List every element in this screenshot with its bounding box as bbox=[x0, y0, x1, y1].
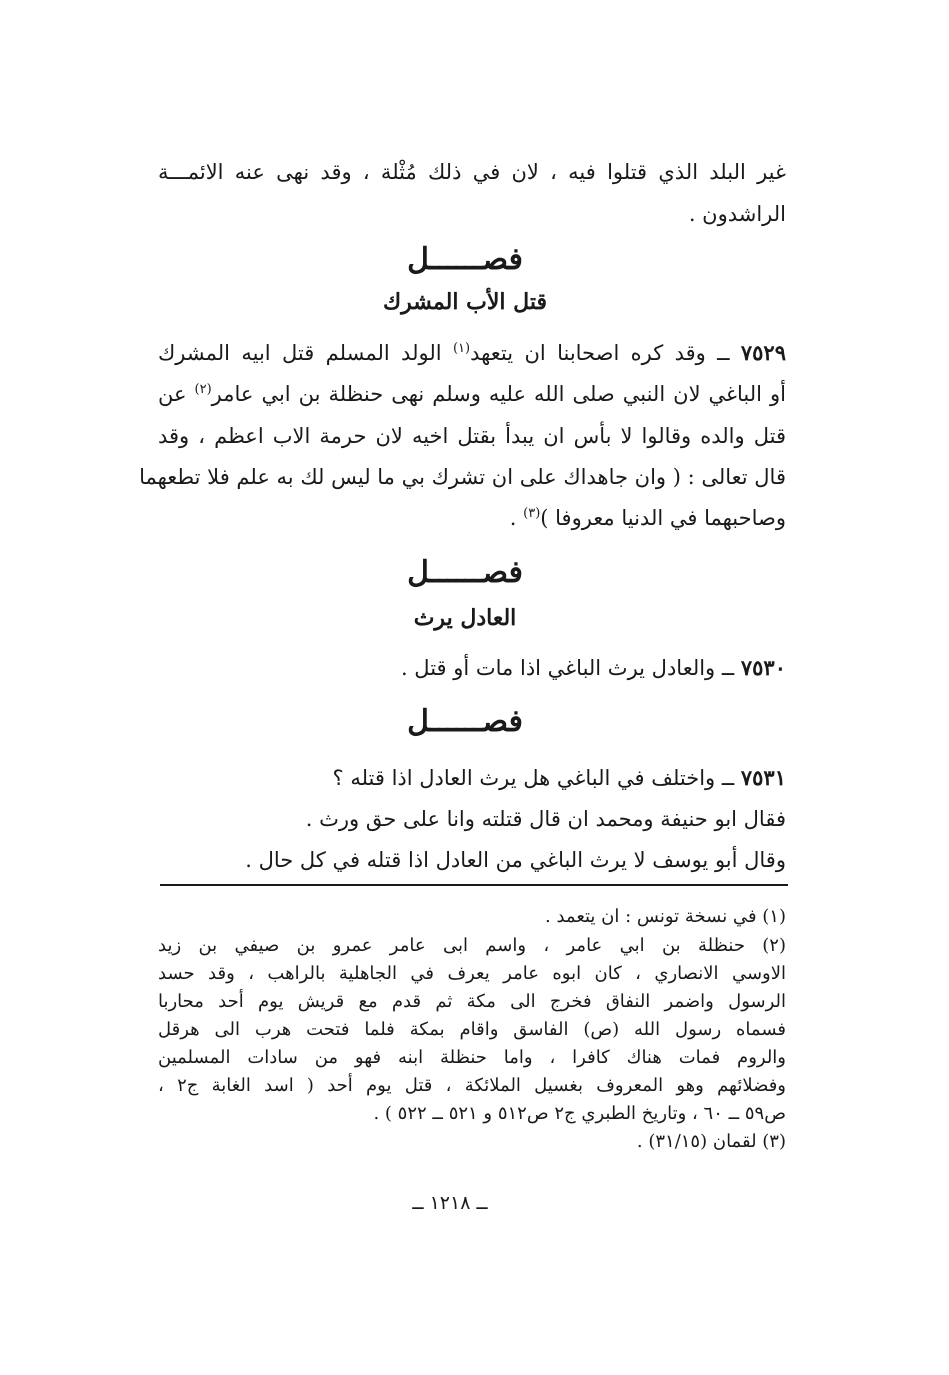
footnote-ref-3[interactable]: (٣) bbox=[523, 506, 541, 521]
section3-line-2: فقال ابو حنيفة ومحمد ان قال قتلته وانا على حق ورث . bbox=[305, 807, 786, 831]
section-title-1: قتل الأب المشرك bbox=[383, 289, 547, 315]
section1-line-2 bbox=[158, 374, 786, 414]
paragraph-number-7529: ٧٥٢٩ bbox=[740, 340, 786, 365]
body-line-2: الراشدون . bbox=[688, 202, 786, 226]
section1-line-2-text-b: عن bbox=[158, 382, 195, 406]
section2-line-1 bbox=[401, 648, 786, 688]
section1-line-5-text-b: . bbox=[509, 506, 524, 530]
section1-line-2-text: أو الباغي لان النبي صلى الله عليه وسلم نهى حنظلة بن ابي عامر bbox=[211, 382, 786, 406]
paragraph-number-7531: ٧٥٣١ bbox=[740, 765, 786, 790]
footnote-2-line-4: فسماه رسول الله (ص) الفاسق واقام بمكة فلما فتحت هرب الى هرقل bbox=[158, 1019, 786, 1040]
section-heading-fasl-1: فصــــــل bbox=[407, 242, 523, 277]
section-title-2: العادل يرث bbox=[413, 605, 517, 631]
footnote-2-line-5: والروم فمات هناك كافرا ، واما حنظلة ابنه فهو من سادات المسلمين bbox=[158, 1047, 786, 1068]
section1-line-5 bbox=[510, 498, 786, 538]
footnote-2-line-2: الاوسي الانصاري ، كان ابوه عامر يعرف في الجاهلية بالراهب ، وقد حسد bbox=[158, 963, 786, 984]
section1-line-1-text-b: الولد المسلم قتل ابيه المشرك bbox=[158, 341, 453, 365]
section1-line-4: قال تعالى : ( وان جاهداك على ان تشرك بي ما ليس لك به علم فلا تطعهما bbox=[139, 465, 786, 489]
page-number: ــ ١٢١٨ ــ bbox=[412, 1192, 488, 1214]
footnote-1: (١) في نسخة تونس : ان يتعمد . bbox=[545, 906, 786, 927]
footnote-2-line-3: الرسول واضمر النفاق فخرج الى مكة ثم قدم مع قريش يوم أحد محاربا bbox=[158, 991, 786, 1012]
section1-line-5-text: وصاحبهما في الدنيا معروفا ) bbox=[540, 506, 786, 530]
footnote-2-line-6: وفضلائهم وهو المعروف بغسيل الملائكة ، قتل يوم أحد ( اسد الغابة ج٢ ، bbox=[158, 1075, 786, 1096]
section3-line-1 bbox=[333, 758, 786, 798]
footnote-3: (٣) لقمان (٣١/١٥) . bbox=[636, 1131, 786, 1152]
paragraph-number-7530: ٧٥٣٠ bbox=[740, 655, 786, 680]
section2-line-1-text: ــ والعادل يرث الباغي اذا مات أو قتل . bbox=[400, 656, 735, 680]
footnote-2-line-1: (٢) حنظلة بن ابي عامر ، واسم ابى عامر عمرو بن صيفي بن زيد bbox=[158, 935, 786, 956]
section-heading-fasl-3: فصــــــل bbox=[407, 704, 523, 739]
section1-line-1-text: ــ وقد كره اصحابنا ان يتعهد bbox=[470, 341, 730, 365]
footnote-ref-2[interactable]: (٢) bbox=[194, 382, 212, 397]
footnote-separator bbox=[160, 884, 788, 886]
section3-line-3: وقال أبو يوسف لا يرث الباغي من العادل اذا قتله في كل حال . bbox=[245, 848, 786, 872]
section1-line-3: قتل والده وقالوا لا بأس ان يبدأ بقتل اخيه لان حرمة الاب اعظم ، وقد bbox=[158, 424, 786, 448]
footnote-ref-1[interactable]: (١) bbox=[452, 341, 471, 356]
section3-line-1-text: ــ واختلف في الباغي هل يرث العادل اذا قتله ؟ bbox=[332, 766, 735, 790]
section-heading-fasl-2: فصــــــل bbox=[407, 555, 523, 590]
section1-line-1 bbox=[158, 333, 786, 373]
body-line-1: غير البلد الذي قتلوا فيه ، لان في ذلك مُثْلة ، وقد نهى عنه الائمـــة bbox=[158, 160, 786, 184]
footnote-2-line-7: ص٥٩ ــ ٦٠ ، وتاريخ الطبري ج٢ ص٥١٢ و ٥٢١ ــ ٥٢٢ ) . bbox=[373, 1103, 786, 1124]
